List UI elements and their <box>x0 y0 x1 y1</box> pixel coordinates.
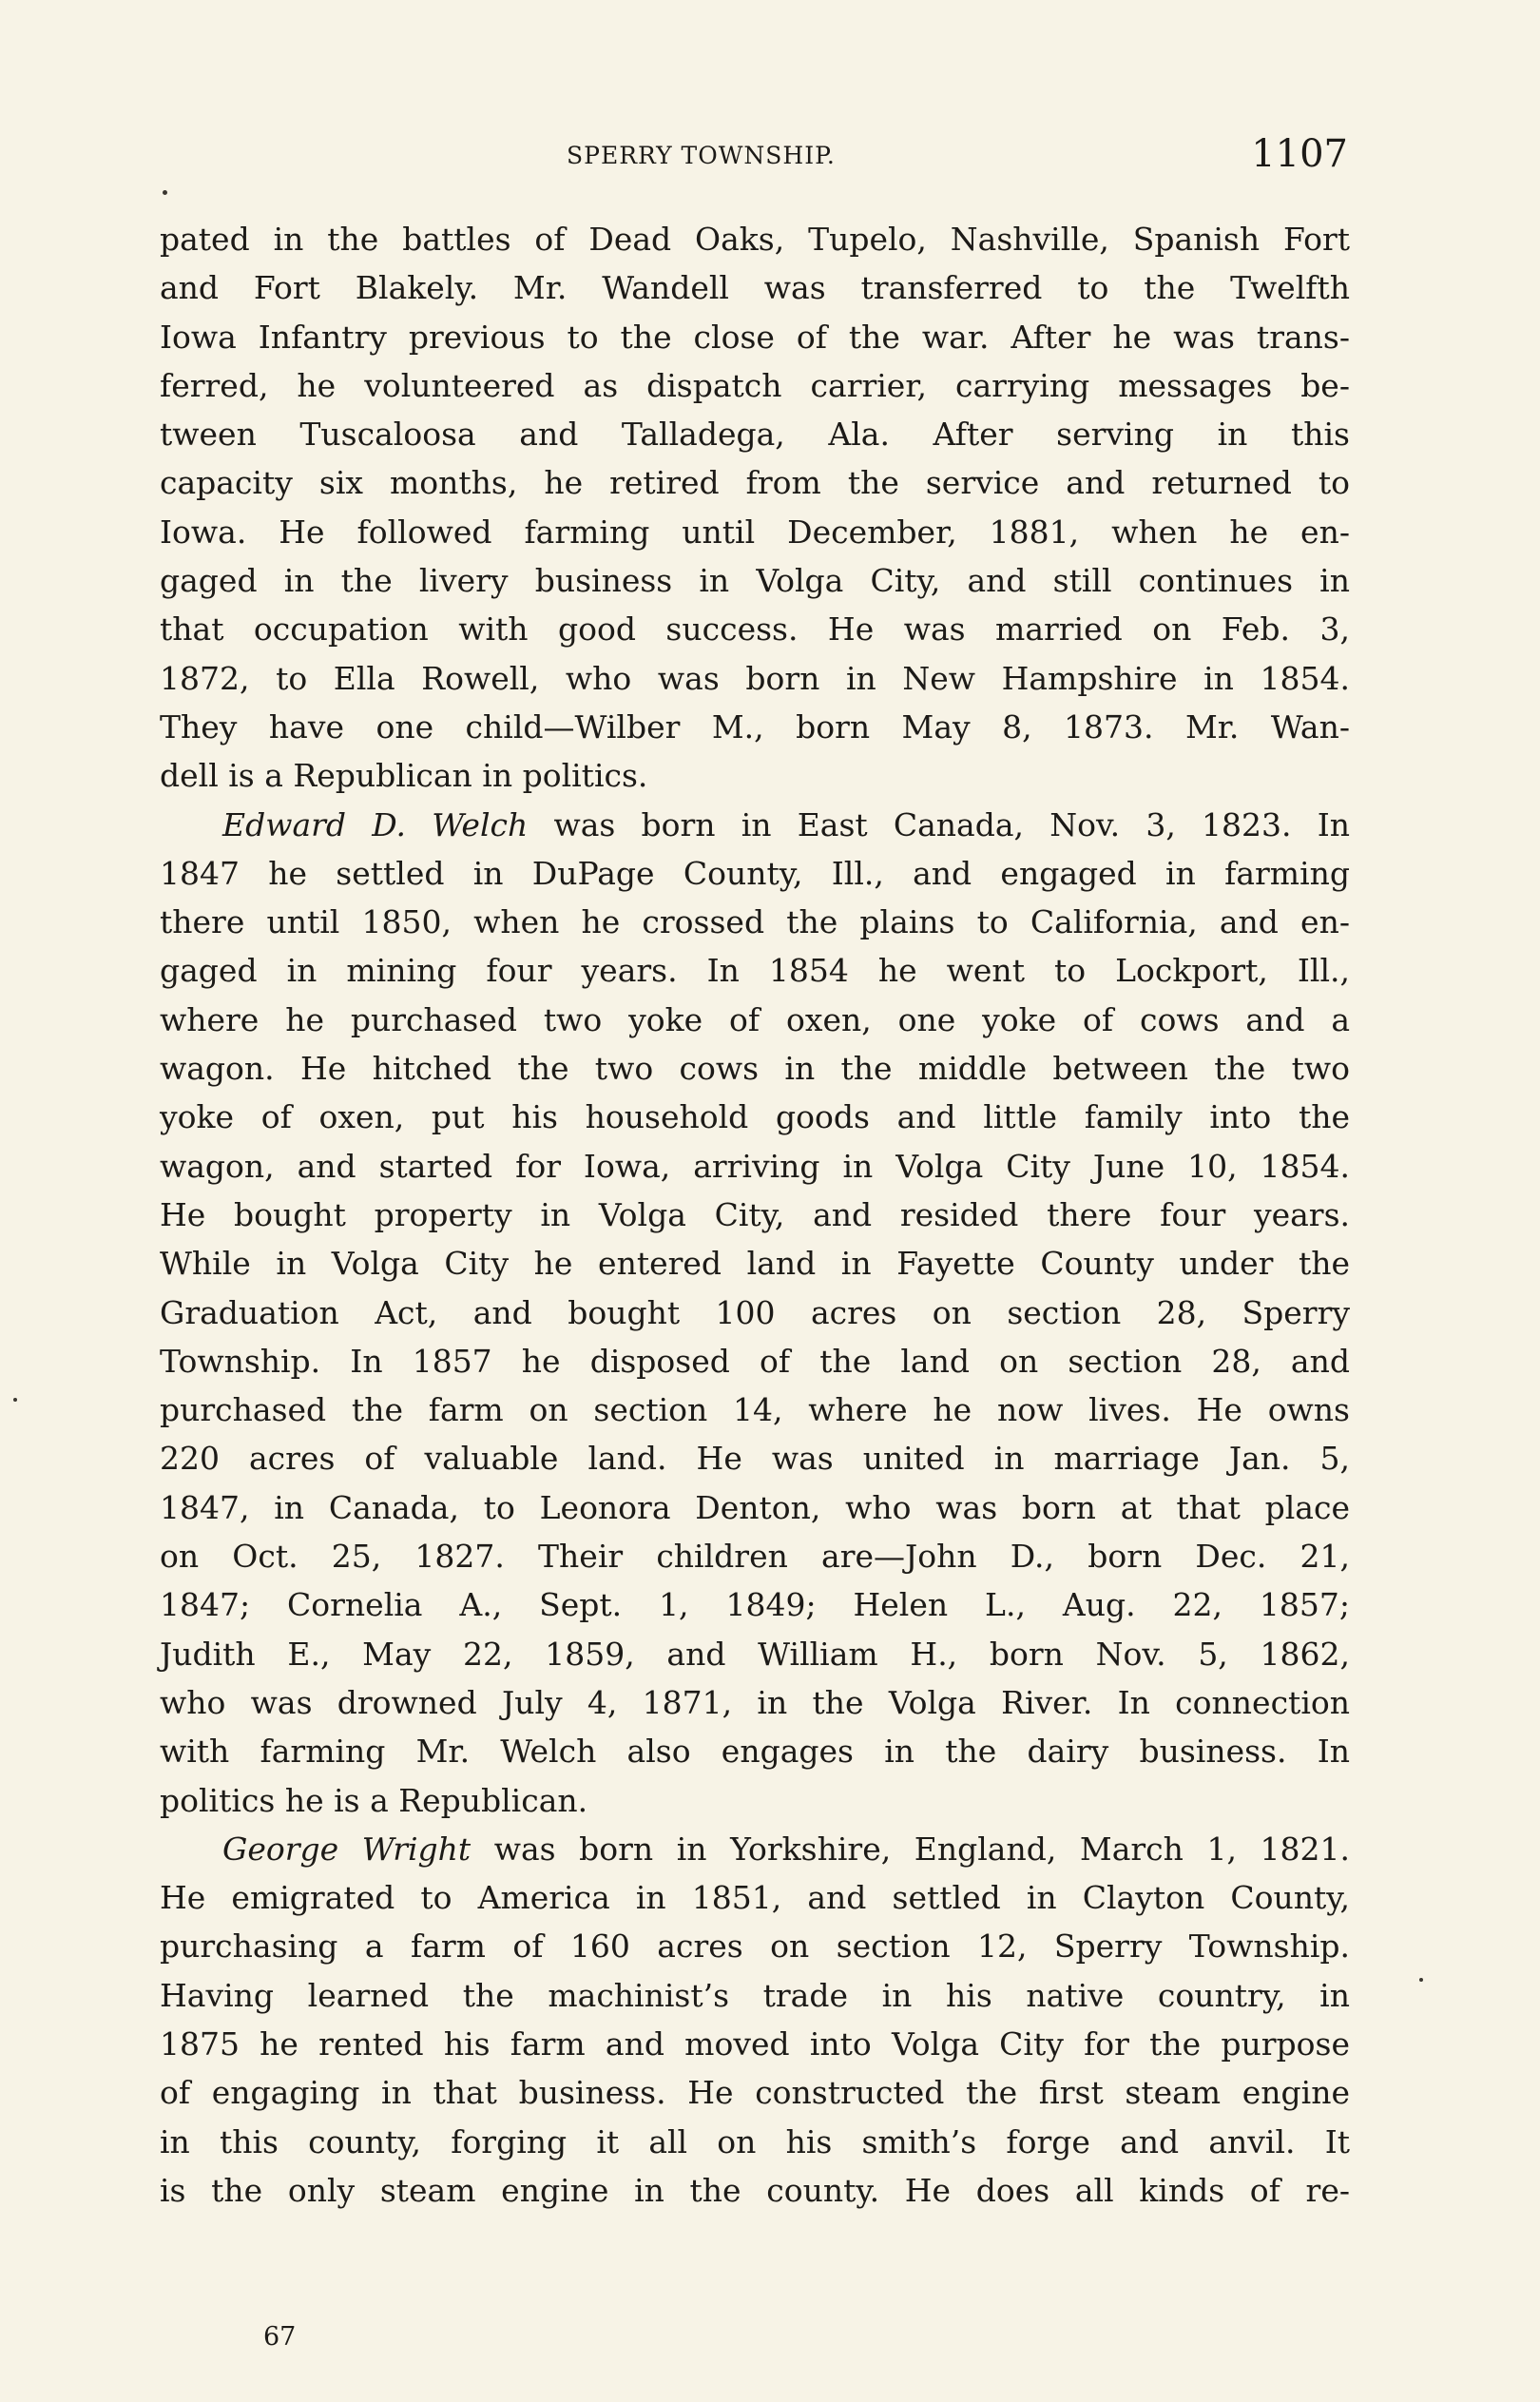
signature-mark: 67 <box>263 2322 297 2352</box>
text-line: Iowa Infantry previous to the close of the war. After he was trans- <box>160 318 1350 356</box>
page-number: 1107 <box>1251 132 1348 176</box>
text-line: gaged in mining four years. In 1854 he went to Lockport, Ill., <box>160 952 1350 990</box>
ink-speck <box>13 1398 17 1402</box>
text-line: Iowa. He followed farming until December, 1881, when he en- <box>160 513 1350 551</box>
text-line: on Oct. 25, 1827. Their children are—John D., born Dec. 21, <box>160 1538 1350 1576</box>
text-line: ferred, he volunteered as dispatch carrier, carrying messages be- <box>160 366 1350 404</box>
text-line: They have one child—Wilber M., born May 8, 1873. Mr. Wan- <box>160 707 1350 746</box>
text-line: politics he is a Republican. <box>160 1781 588 1819</box>
text-line: He emigrated to America in 1851, and settled in Clayton County, <box>160 1879 1350 1917</box>
text-line: While in Volga City he entered land in Fayette County under the <box>160 1245 1350 1283</box>
text-line: with farming Mr. Welch also engages in the dairy business. In <box>160 1733 1350 1771</box>
running-head <box>160 132 1348 185</box>
text-line: tween Tuscaloosa and Talladega, Ala. After serving in this <box>160 416 1350 454</box>
text-line: gaged in the livery business in Volga City, and still continues in <box>160 562 1350 600</box>
text-line: 1847, in Canada, to Leonora Denton, who was born at that place <box>160 1488 1350 1526</box>
ink-speck <box>1419 1978 1423 1982</box>
text-line: dell is a Republican in politics. <box>160 757 648 795</box>
text-line: of engaging in that business. He constructed the first steam engine <box>160 2074 1350 2112</box>
text-line: 1847 he settled in DuPage County, Ill., and engaged in farming <box>160 854 1350 892</box>
text-line: and Fort Blakely. Mr. Wandell was transferred to the Twelfth <box>160 269 1350 307</box>
text-line: where he purchased two yoke of oxen, one yoke of cows and a <box>160 1000 1350 1038</box>
first-line-text: was born in East Canada, Nov. 3, 1823. In <box>528 805 1350 843</box>
text-line: 1875 he rented his farm and moved into Volga City for the purpose <box>160 2024 1350 2063</box>
text-line: Graduation Act, and bought 100 acres on section 28, Sperry <box>160 1293 1350 1331</box>
paragraph-first-line <box>160 1825 1350 1873</box>
text-line: is the only steam engine in the county. He does all kinds of re- <box>160 2171 1350 2209</box>
text-line: that occupation with good success. He was married on Feb. 3, <box>160 610 1350 649</box>
text-line: 220 acres of valuable land. He was united in marriage Jan. 5, <box>160 1440 1350 1478</box>
text-line: pated in the battles of Dead Oaks, Tupelo, Nashville, Spanish Fort <box>160 221 1350 258</box>
text-line: He bought property in Volga City, and resided there four years. <box>160 1195 1350 1233</box>
text-line: Judith E., May 22, 1859, and William H., born Nov. 5, 1862, <box>160 1635 1350 1673</box>
first-line-text: was born in Yorkshire, England, March 1, 1821. <box>471 1830 1350 1868</box>
text-line: 1847; Cornelia A., Sept. 1, 1849; Helen L., Aug. 22, 1857; <box>160 1586 1350 1624</box>
text-line: purchasing a farm of 160 acres on section 12, Sperry Township. <box>160 1927 1350 1966</box>
text-line: Having learned the machinist’s trade in his native country, in <box>160 1976 1350 2014</box>
text-line: capacity six months, he retired from the service and returned to <box>160 464 1350 502</box>
text-line: 1872, to Ella Rowell, who was born in New Hampshire in 1854. <box>160 659 1350 697</box>
paragraph-first-line <box>160 801 1350 849</box>
body-text <box>160 215 1350 2215</box>
text-line: wagon. He hitched the two cows in the middle between the two <box>160 1050 1350 1088</box>
text-line: purchased the farm on section 14, where he now lives. He owns <box>160 1391 1350 1429</box>
text-line: there until 1850, when he crossed the plains to California, and en- <box>160 903 1350 941</box>
ink-speck <box>163 190 167 195</box>
text-line: who was drowned July 4, 1871, in the Volga River. In connection <box>160 1683 1350 1721</box>
text-line: yoke of oxen, put his household goods and little family into the <box>160 1098 1350 1136</box>
running-title: SPERRY TOWNSHIP. <box>567 142 836 169</box>
person-name: George Wright <box>222 1830 472 1868</box>
text-line: Township. In 1857 he disposed of the land on section 28, and <box>160 1342 1350 1380</box>
text-line: in this county, forging it all on his smith’s forge and anvil. It <box>160 2122 1350 2160</box>
person-name: Edward D. Welch <box>222 805 529 843</box>
text-line: wagon, and started for Iowa, arriving in Volga City June 10, 1854. <box>160 1147 1350 1185</box>
